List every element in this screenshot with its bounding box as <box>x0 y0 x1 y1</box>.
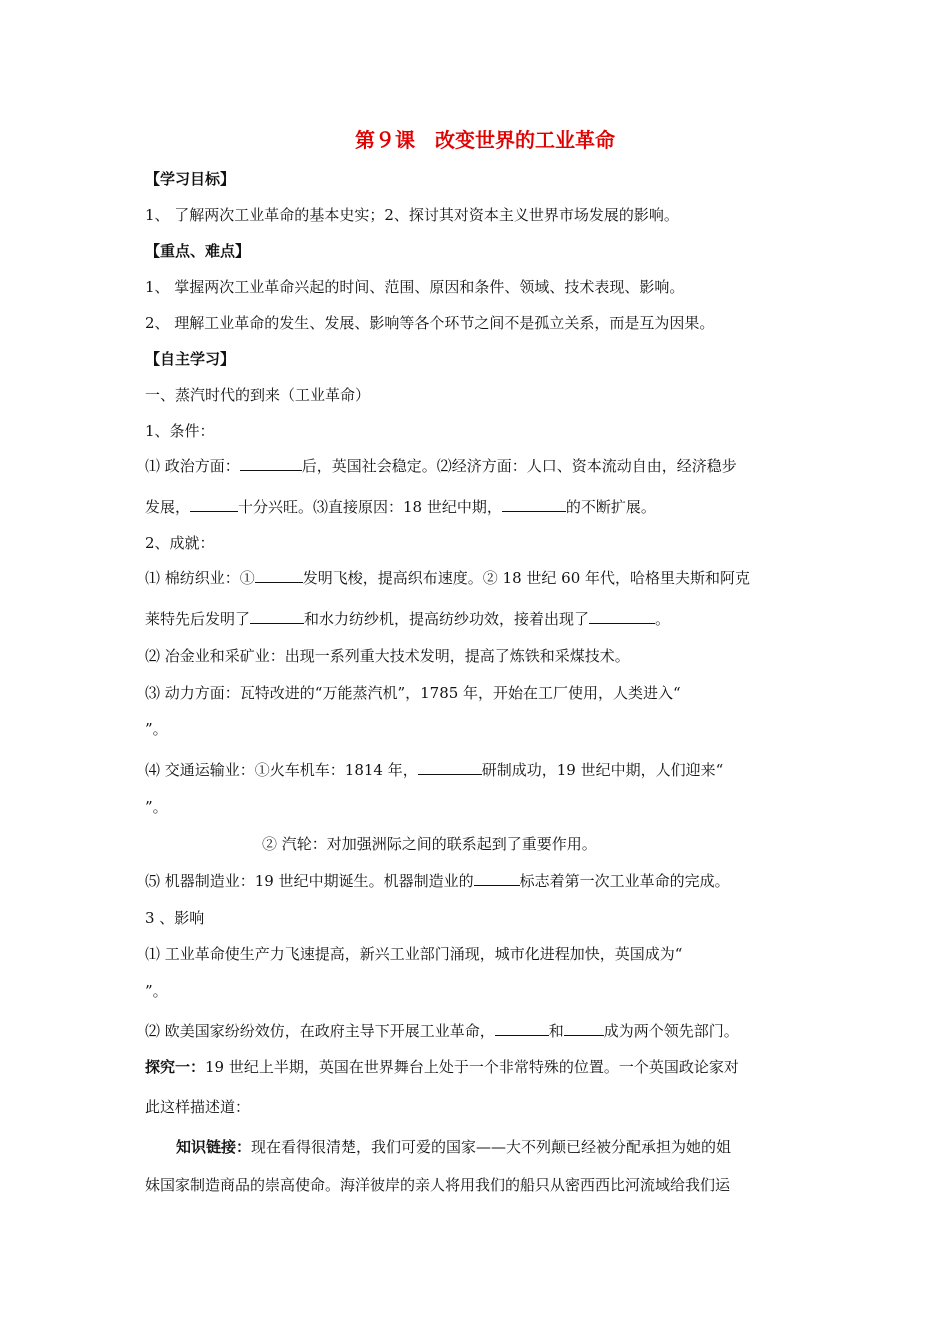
text-segment: 标志着第一次工业革命的完成。 <box>519 872 730 890</box>
fill-blank[interactable] <box>495 1021 549 1036</box>
text-segment: ⑸ 机器制造业：19 世纪中期诞生。机器制造业的 <box>145 872 474 890</box>
conditions-line-1 <box>145 455 737 476</box>
text-segment: 后，英国社会稳定。⑵经济方面：人口、资本流动自由，经济稳步 <box>301 457 737 475</box>
link-line-1 <box>176 1136 731 1157</box>
text-segment: 。 <box>655 610 671 628</box>
text-segment: 发展， <box>145 498 191 516</box>
link-line-2: 妹国家制造商品的崇高使命。海洋彼岸的亲人将用我们的船只从密西西比河流域给我们运 <box>145 1176 731 1194</box>
text-segment: ⑵ 欧美国家纷纷效仿，在政府主导下开展工业革命， <box>145 1022 495 1040</box>
key-point-2: 2、 理解工业革命的发生、发展、影响等各个环节之间不是孤立关系，而是互为因果。 <box>145 314 715 332</box>
fill-blank[interactable] <box>240 456 302 471</box>
achievements-label: 2、成就： <box>145 534 215 552</box>
power-line-2: ”。 <box>145 720 168 738</box>
fill-blank[interactable] <box>418 760 482 775</box>
text-segment: 成为两个领先部门。 <box>603 1022 739 1040</box>
explore-line-1 <box>145 1056 739 1077</box>
impact-line-1: ⑴ 工业革命使生产力飞速提高，新兴工业部门涌现，城市化进程加快，英国成为“ <box>145 945 683 963</box>
text-segment: 发明飞梭，提高织布速度。② 18 世纪 60 年代，哈格里夫斯和阿克 <box>302 569 751 587</box>
transport-line-1 <box>145 759 723 780</box>
fill-blank[interactable] <box>589 609 655 624</box>
machinery-line <box>145 870 730 891</box>
impact-label: 3 、影响 <box>145 909 205 927</box>
transport-line-2: ”。 <box>145 798 168 816</box>
fill-blank[interactable] <box>255 568 303 583</box>
link-label: 知识链接： <box>176 1138 252 1156</box>
explore-line-2: 此这样描述道： <box>145 1098 251 1116</box>
impact-line-2: ”。 <box>145 982 168 1000</box>
text-segment: 的不断扩展。 <box>565 498 656 516</box>
text-segment: ⑴ 政治方面： <box>145 457 240 475</box>
fill-blank[interactable] <box>502 497 566 512</box>
metallurgy-line: ⑵ 冶金业和采矿业：出现一系列重大技术发明，提高了炼铁和采煤技术。 <box>145 647 630 665</box>
goals-text: 1、 了解两次工业革命的基本史实；2、探讨其对资本主义世界市场发展的影响。 <box>145 206 679 224</box>
text-segment: 现在看得很清楚，我们可爱的国家——大不列颠已经被分配承担为她的姐 <box>251 1138 732 1156</box>
text-segment: ⑷ 交通运输业：①火车机车：1814 年， <box>145 761 418 779</box>
text-segment: 十分兴旺。⑶直接原因：18 世纪中期， <box>238 498 502 516</box>
power-line-1: ⑶ 动力方面：瓦特改进的“万能蒸汽机”，1785 年，开始在工厂使用，人类进入“ <box>145 684 681 702</box>
self-study-header: 【自主学习】 <box>145 350 236 368</box>
key-point-1: 1、 掌握两次工业革命兴起的时间、范围、原因和条件、领域、技术表现、影响。 <box>145 278 685 296</box>
text-segment: ⑴ 棉纺织业：① <box>145 569 255 587</box>
page-title: 第９课 改变世界的工业革命 <box>355 128 615 152</box>
key-points-header: 【重点、难点】 <box>145 242 251 260</box>
cotton-line-1 <box>145 567 750 588</box>
cotton-line-2 <box>145 608 670 629</box>
text-segment: 莱特先后发明了 <box>145 610 251 628</box>
text-segment: 19 世纪上半期，英国在世界舞台上处于一个非常特殊的位置。一个英国政论家对 <box>205 1058 739 1076</box>
impact-2-line <box>145 1020 739 1041</box>
goals-header: 【学习目标】 <box>145 170 236 188</box>
text-segment: 研制成功，19 世纪中期，人们迎来“ <box>481 761 724 779</box>
conditions-label: 1、条件： <box>145 422 215 440</box>
explore-label: 探究一： <box>145 1058 206 1076</box>
fill-blank[interactable] <box>190 497 238 512</box>
part-one-heading: 一、蒸汽时代的到来（工业革命） <box>145 386 371 404</box>
text-segment: 和 <box>548 1022 564 1040</box>
conditions-line-2 <box>145 496 656 517</box>
fill-blank[interactable] <box>474 871 520 886</box>
text-segment: 和水力纺纱机，提高纺纱功效，接着出现了 <box>304 610 590 628</box>
steamship-line: ② 汽轮：对加强洲际之间的联系起到了重要作用。 <box>262 835 597 853</box>
fill-blank[interactable] <box>250 609 304 624</box>
fill-blank[interactable] <box>564 1021 604 1036</box>
